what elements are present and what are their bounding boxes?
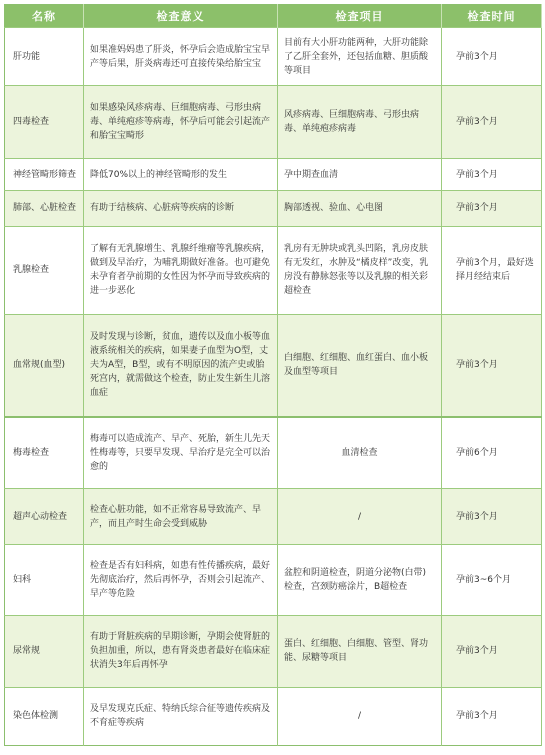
row-time: 孕前3个月 [442, 687, 542, 745]
row-time: 孕前6个月 [442, 417, 542, 489]
table-row [5, 226, 542, 314]
row-name: 染色体检测 [5, 687, 84, 745]
header-name: 名称 [5, 5, 84, 28]
table-row [5, 28, 542, 86]
checklist-frame [4, 4, 541, 746]
row-time: 孕前3个月 [442, 489, 542, 545]
row-significance: 如果感染风疹病毒、巨细胞病毒、弓形虫病毒、单纯疱疹等病毒，怀孕后可能会引起流产和胎宝宝畸形 [84, 86, 278, 159]
row-items: 乳房有无肿块或乳头凹陷，乳房皮肤有无发红，水肿及“橘皮样”改变，乳房没有静脉怒张等以及乳腺的相关彩超检查 [278, 226, 442, 314]
row-items: 目前有大小肝功能两种，大肝功能除了乙肝全套外，还包括血糖、胆质酸等项目 [278, 28, 442, 86]
row-items: / [278, 489, 442, 545]
row-items: 血清检查 [278, 417, 442, 489]
row-significance: 及时发现与诊断，贫血，遗传以及血小板等血液系统相关的疾病，如果妻子血型为O型，丈夫为A型，B型，或有不明原因的流产史或胎死宫内，就需做这个检查，防止发生新生儿溶血症 [84, 314, 278, 416]
row-items: 风疹病毒、巨细胞病毒、弓形虫病毒、单纯疱疹病毒 [278, 86, 442, 159]
row-time: 孕前3~6个月 [442, 545, 542, 615]
row-significance: 梅毒可以造成流产、早产、死胎，新生儿先天性梅毒等，只要早发现、早治疗是完全可以治愈的 [84, 417, 278, 489]
table-row [5, 687, 542, 745]
row-significance: 降低70%以上的神经管畸形的发生 [84, 159, 278, 191]
row-significance: 及早发现克氏症、特纳氏综合征等遗传疾病及不育症等疾病 [84, 687, 278, 745]
row-name: 乳腺检查 [5, 226, 84, 314]
row-time: 孕前3个月 [442, 159, 542, 191]
row-significance: 检查是否有妇科病，如患有性传播疾病，最好先彻底治疗，然后再怀孕，否则会引起流产、早产等危险 [84, 545, 278, 615]
header-significance: 检查意义 [84, 5, 278, 28]
row-significance: 检查心脏功能，如不正常容易导致流产、早产，而且产时生命会受到威胁 [84, 489, 278, 545]
pregnancy-checkup-table [4, 4, 542, 746]
row-time: 孕前3个月 [442, 191, 542, 226]
row-time: 孕前3个月 [442, 28, 542, 86]
row-name: 神经管畸形筛查 [5, 159, 84, 191]
row-significance: 如果准妈妈患了肝炎，怀孕后会造成胎宝宝早产等后果，肝炎病毒还可直接传染给胎宝宝 [84, 28, 278, 86]
row-name: 超声心动检查 [5, 489, 84, 545]
row-name: 尿常规 [5, 615, 84, 687]
row-name: 梅毒检查 [5, 417, 84, 489]
row-items: 孕中期查血清 [278, 159, 442, 191]
table-row [5, 417, 542, 489]
row-time: 孕前3个月 [442, 86, 542, 159]
row-significance: 有助于结核病、心脏病等疾病的诊断 [84, 191, 278, 226]
header-time: 检查时间 [442, 5, 542, 28]
row-significance: 有助于肾脏疾病的早期诊断，孕期会使肾脏的负担加重，所以，患有肾炎患者最好在临床症状消失3年后再怀孕 [84, 615, 278, 687]
table-row [5, 159, 542, 191]
row-name: 肺部、心脏检查 [5, 191, 84, 226]
row-items: 盆腔和阴道检查，阴道分泌物(白带)检查，宫颈防癌涂片，B超检查 [278, 545, 442, 615]
header-row [5, 5, 542, 28]
row-name: 妇科 [5, 545, 84, 615]
header-items: 检查项目 [278, 5, 442, 28]
table-row [5, 314, 542, 416]
table-row [5, 615, 542, 687]
row-time: 孕前3个月 [442, 314, 542, 416]
table-row [5, 545, 542, 615]
row-name: 血常规(血型) [5, 314, 84, 416]
row-significance: 了解有无乳腺增生、乳腺纤维瘤等乳腺疾病，做到及早治疗，为哺乳期做好准备。也可避免未孕育者孕前期的女性因为怀孕而导致疾病的进一步恶化 [84, 226, 278, 314]
row-name: 四毒检查 [5, 86, 84, 159]
table-row [5, 191, 542, 226]
table-row [5, 489, 542, 545]
row-items: 胸部透视、验血、心电图 [278, 191, 442, 226]
row-name: 肝功能 [5, 28, 84, 86]
table-row [5, 86, 542, 159]
row-items: 蛋白、红细胞、白细胞、管型、肾功能、尿糖等项目 [278, 615, 442, 687]
row-items: 白细胞、红细胞、血红蛋白、血小板及血型等项目 [278, 314, 442, 416]
row-time: 孕前3个月 [442, 615, 542, 687]
row-items: / [278, 687, 442, 745]
row-time: 孕前3个月，最好选择月经结束后 [442, 226, 542, 314]
